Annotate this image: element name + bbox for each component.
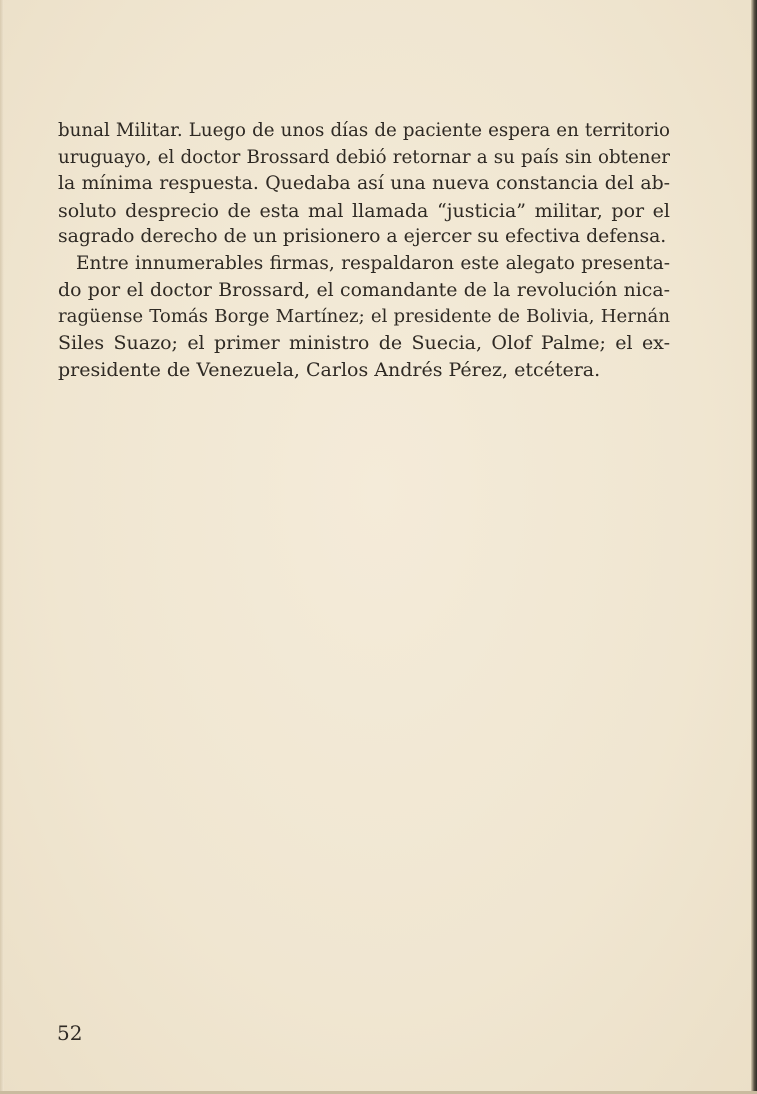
text-line: soluto desprecio de esta mal llamada “justicia” militar, por el [58, 199, 670, 222]
paragraph-2 [58, 251, 670, 384]
text-line: sagrado derecho de un prisionero a ejercer su efectiva defensa. [58, 226, 667, 247]
page-number: 52 [57, 1021, 83, 1045]
text-line: do por el doctor Brossard, el comandante de la revolución nica- [58, 279, 670, 301]
paragraph-1 [58, 118, 670, 251]
text-line: la mínima respuesta. Quedaba así una nueva constancia del ab- [58, 173, 670, 194]
body-text [58, 118, 670, 383]
text-line: uruguayo, el doctor Brossard debió retornar a su país sin obtener [58, 146, 670, 168]
text-line: Entre innumerables firmas, respaldaron este alegato presenta- [76, 252, 670, 274]
page-left-edge [0, 0, 4, 1094]
page-right-edge [751, 0, 757, 1094]
text-line: bunal Militar. Luego de unos días de paciente espera en territorio [58, 120, 670, 141]
text-line: presidente de Venezuela, Carlos Andrés Pérez, etcétera. [58, 358, 601, 381]
text-line: ragüense Tomás Borge Martínez; el presidente de Bolivia, Hernán [58, 305, 670, 327]
text-line: Siles Suazo; el primer ministro de Suecia, Olof Palme; el ex- [58, 332, 670, 354]
